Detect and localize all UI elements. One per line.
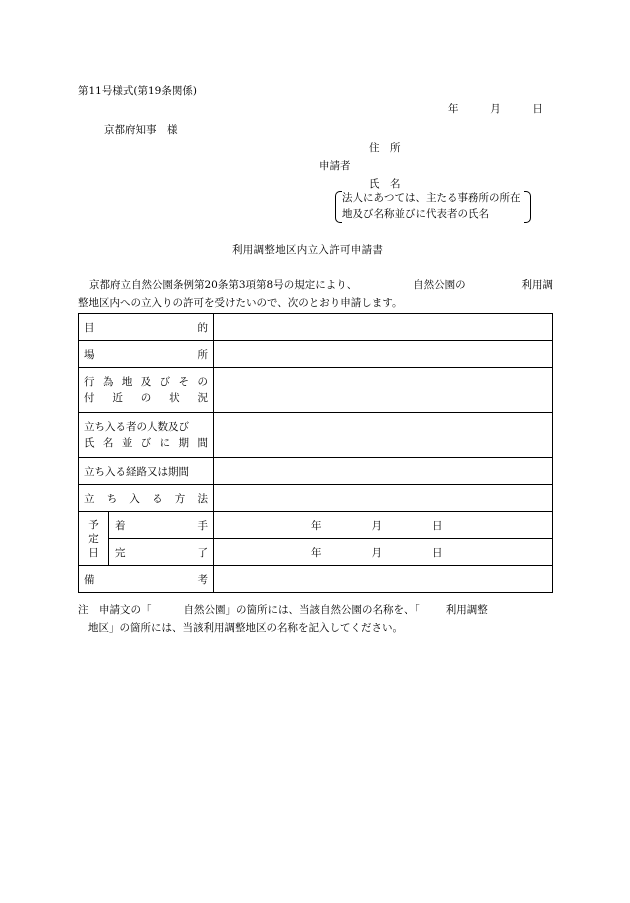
intro-line1-b: 自然公園の: [413, 279, 466, 291]
row-remarks: [79, 566, 553, 593]
corporation-note: [342, 190, 521, 222]
row-people: [79, 413, 553, 458]
route-value[interactable]: [214, 458, 553, 485]
people-value[interactable]: [214, 413, 553, 458]
note-line2: 地区」の箇所には、当該利用調整地区の名称を記入してください。: [88, 622, 403, 634]
purpose-label: 目 的: [79, 314, 214, 341]
end-date[interactable]: 年 月 日: [214, 539, 553, 566]
purpose-value[interactable]: [214, 314, 553, 341]
note-line1-b: 自然公園」の箇所には、当該自然公園の名称を、「: [183, 604, 420, 616]
intro-paragraph: [78, 276, 553, 312]
site-label: 行 為 地 及 び そ の 付 近 の 状 況: [79, 368, 214, 413]
row-end: [79, 539, 553, 566]
corporation-note-line1: 法人にあつては、主たる事務所の所在: [342, 192, 521, 204]
row-purpose: [79, 314, 553, 341]
method-label: 立 ち 入 る 方 法: [79, 485, 214, 512]
row-route: [79, 458, 553, 485]
site-value[interactable]: [214, 368, 553, 413]
applicant-label: 申請者: [319, 160, 351, 172]
name-label: 氏 名: [369, 178, 401, 190]
intro-line1-c: 利用調: [521, 279, 553, 291]
row-place: [79, 341, 553, 368]
remarks-label: 備 考: [79, 566, 214, 593]
right-bracket: [524, 191, 531, 223]
date-month-label: 月: [490, 103, 501, 115]
document-title: 利用調整地区内立入許可申請書: [232, 244, 384, 256]
note-line1-c: 利用調整: [445, 604, 488, 616]
row-start: [79, 512, 553, 539]
end-label: 完 了: [109, 539, 214, 566]
address-label: 住 所: [369, 142, 401, 154]
people-label: 立ち入る者の人数及び 氏 名 並 び に 期 間: [79, 413, 214, 458]
date-year-label: 年: [448, 103, 459, 115]
row-site: [79, 368, 553, 413]
date-line: [448, 101, 543, 116]
remarks-value[interactable]: [214, 566, 553, 593]
addressee: 京都府知事 様: [104, 124, 178, 136]
place-value[interactable]: [214, 341, 553, 368]
planned-date-label: 予 定 日: [79, 512, 109, 566]
form-number: 第11号様式(第19条関係): [78, 85, 197, 97]
start-label: 着 手: [109, 512, 214, 539]
note-line1-a: 注 申請文の「: [78, 604, 152, 616]
left-bracket: [335, 191, 342, 223]
row-method: [79, 485, 553, 512]
application-table: [78, 313, 553, 593]
corporation-note-line2: 地及び名称並びに代表者の氏名: [342, 208, 489, 220]
method-value[interactable]: [214, 485, 553, 512]
route-label: 立ち入る経路又は期間: [79, 458, 214, 485]
footnote: [78, 601, 558, 637]
start-date[interactable]: 年 月 日: [214, 512, 553, 539]
date-day-label: 日: [532, 103, 543, 115]
intro-line1-a: 京都府立自然公園条例第20条第3項第8号の規定により、: [89, 279, 358, 291]
place-label: 場 所: [79, 341, 214, 368]
intro-line2: 整地区内への立入りの許可を受けたいので、次のとおり申請します。: [78, 297, 403, 309]
